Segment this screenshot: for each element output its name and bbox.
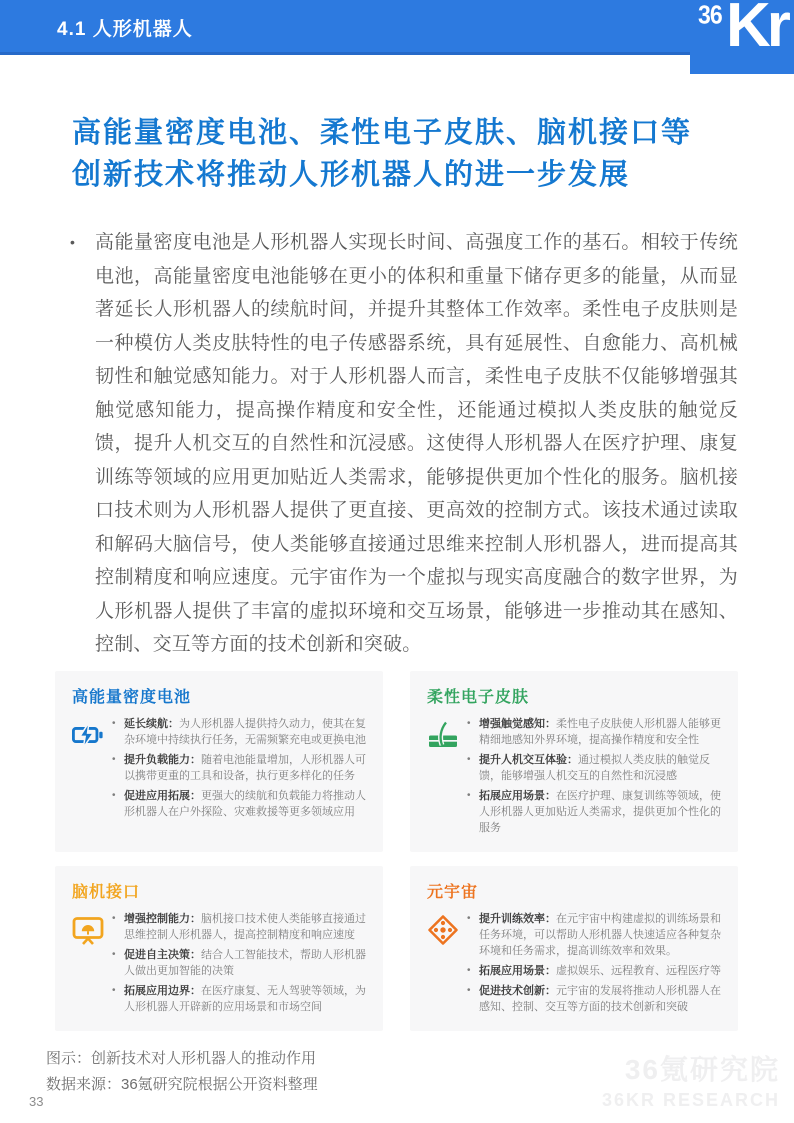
card-body	[72, 716, 375, 824]
card-bullet-item	[467, 911, 730, 959]
card-bullet-item	[112, 788, 375, 820]
bullet-marker: •	[467, 984, 471, 996]
page-content	[0, 112, 794, 1098]
logo-kr-text: Kr	[726, 0, 787, 60]
bullet-marker: •	[467, 964, 471, 976]
card-bullet-item	[467, 788, 730, 836]
bullet-text: 提升训练效率：在元宇宙中构建虚拟的训练场景和任务环境，可以帮助人形机器人快速适应各种复杂环境和任务需求，提高训练效率和效果。	[479, 912, 721, 957]
card-bullet-item	[467, 716, 730, 748]
bullet-text: 促进自主决策：结合人工智能技术，帮助人形机器人做出更加智能的决策	[124, 948, 366, 977]
bullet-text: 增强控制能力：脑机接口技术使人类能够直接通过思维控制人形机器人，提高控制精度和响应速度	[124, 912, 366, 941]
battery-charging-icon	[72, 716, 112, 824]
bullet-text: 拓展应用边界：在医疗康复、无人驾驶等领域，为人形机器人开辟新的应用场景和市场空间	[124, 984, 366, 1013]
page-title-line2: 创新技术将推动人形机器人的进一步发展	[72, 159, 631, 191]
bullet-marker: •	[467, 717, 471, 729]
bullet-marker: •	[70, 234, 75, 250]
bullet-marker: •	[467, 789, 471, 801]
card-title: 柔性电子皮肤	[427, 688, 530, 706]
watermark-en: 36KR RESEARCH	[601, 1090, 780, 1110]
section-title: 4.1 人形机器人	[57, 19, 193, 40]
bullet-marker: •	[112, 717, 116, 729]
bullet-text: 提升人机交互体验：通过模拟人类皮肤的触觉反馈，能够增强人机交互的自然性和沉浸感	[479, 753, 710, 782]
bullet-marker: •	[467, 912, 471, 924]
bullet-marker: •	[112, 912, 116, 924]
tech-card-metaverse	[410, 866, 738, 1031]
card-bullet-list	[112, 716, 375, 824]
bullet-marker: •	[112, 984, 116, 996]
bullet-marker: •	[112, 948, 116, 960]
tech-card-eskin	[410, 671, 738, 852]
logo-36-text: 36	[698, 0, 722, 30]
tech-card-bci	[55, 866, 383, 1031]
brain-monitor-icon	[72, 911, 112, 1019]
card-title: 元宇宙	[427, 883, 479, 901]
watermark-cn: 36氪研究院	[624, 1054, 780, 1085]
card-bullet-list	[112, 911, 375, 1019]
watermark-36kr-research	[602, 1048, 780, 1111]
page-header-bar	[0, 0, 794, 60]
metaverse-icon	[427, 911, 467, 1019]
card-title: 脑机接口	[72, 883, 141, 901]
bullet-marker: •	[112, 789, 116, 801]
page-number: 33	[29, 1094, 44, 1109]
card-bullet-item	[112, 911, 375, 943]
card-bullet-list	[467, 911, 730, 1019]
card-body	[427, 911, 730, 1019]
card-bullet-list	[467, 716, 730, 840]
bullet-text: 促进技术创新：元宇宙的发展将推动人形机器人在感知、控制、交互等方面的技术创新和突破	[479, 984, 721, 1013]
bullet-text: 促进应用拓展：更强大的续航和负载能力将推动人形机器人在户外探险、灾难救援等更多领域应用	[124, 789, 366, 818]
figure-caption: 图示：创新技术对人形机器人的推动作用	[46, 1049, 317, 1067]
bullet-marker: •	[112, 753, 116, 765]
card-bullet-item	[112, 752, 375, 784]
skin-icon	[427, 716, 467, 840]
data-source-caption: 数据来源：36氪研究院根据公开资料整理	[46, 1075, 318, 1093]
card-bullet-item	[467, 983, 730, 1015]
bullet-marker: •	[467, 753, 471, 765]
tech-cards-grid	[55, 671, 738, 1031]
card-bullet-item	[112, 983, 375, 1015]
card-title: 高能量密度电池	[72, 688, 192, 706]
page-title-line1: 高能量密度电池、柔性电子皮肤、脑机接口等	[72, 117, 693, 149]
card-body	[427, 716, 730, 840]
bullet-text: 提升负载能力：随着电池能量增加，人形机器人可以携带更重的工具和设备，执行更多样化的任务	[124, 753, 366, 782]
card-bullet-item	[112, 716, 375, 748]
card-bullet-item	[112, 947, 375, 979]
bullet-text: 拓展应用场景：在医疗护理、康复训练等领域，使人形机器人更加贴近人类需求，提供更加个性化的服务	[479, 789, 721, 834]
logo-36kr	[690, 0, 794, 74]
bullet-text: 拓展应用场景：虚拟娱乐、远程教育、远程医疗等	[479, 964, 721, 977]
card-body	[72, 911, 375, 1019]
body-text: 高能量密度电池是人形机器人实现长时间、高强度工作的基石。相较于传统电池，高能量密度电池能够在更小的体积和重量下储存更多的能量，从而显著延长人形机器人的续航时间，并提升其整体工作效率。柔性电子皮肤则是一种模仿人类皮肤特性的电子传感器系统，具有延展性、自愈能力、高机械韧性和触觉感知能力。对于人形机器人而言，柔性电子皮肤不仅能够增强其触觉感知能力，提高操作精度和安全性，还能通过模拟人类皮肤的触觉反馈，提升人机交互的自然性和沉浸感。这使得人形机器人在医疗护理、康复训练等领域的应用更加贴近人类需求，能够提供更加个性化的服务。脑机接口技术则为人形机器人提供了更直接、更高效的控制方式。该技术通过读取和解码大脑信号，使人类能够直接通过思维来控制人形机器人，进而提高其控制精度和响应速度。元宇宙作为一个虚拟与现实高度融合的数字世界，为人形机器人提供了丰富的虚拟环境和交互场景，能够进一步推动其在感知、控制、交互等方面的技术创新和突破。	[95, 232, 738, 655]
page-title	[72, 112, 738, 196]
body-paragraph	[55, 226, 738, 662]
card-bullet-item	[467, 963, 730, 979]
bullet-text: 增强触觉感知：柔性电子皮肤使人形机器人能够更精细地感知外界环境，提高操作精度和安全性	[479, 717, 721, 746]
bullet-text: 延长续航：为人形机器人提供持久动力，使其在复杂环境中持续执行任务，无需频繁充电或更换电池	[124, 717, 366, 746]
tech-card-battery	[55, 671, 383, 852]
card-bullet-item	[467, 752, 730, 784]
